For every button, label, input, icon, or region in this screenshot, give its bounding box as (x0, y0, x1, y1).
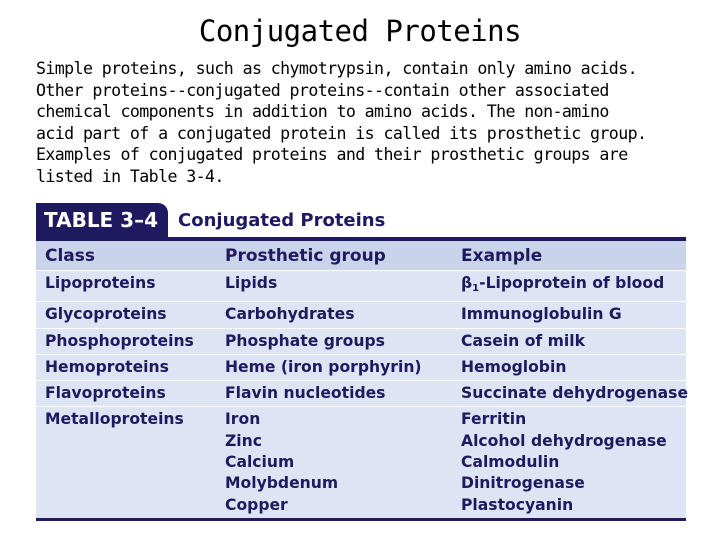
cell-class: Metalloproteins (45, 410, 184, 429)
cell-class: Lipoproteins (45, 274, 156, 292)
prosthetic-group-item: Heme (iron porphyrin) (225, 357, 422, 376)
table-row (36, 328, 686, 354)
prosthetic-group-item: Calcium (225, 453, 295, 472)
example-item: Casein of milk (461, 331, 585, 350)
paragraph-line: listed in Table 3-4. (36, 166, 224, 186)
cell-class: Hemoproteins (45, 357, 169, 376)
example-item: Immunoglobulin G (461, 305, 622, 324)
prosthetic-group-item: Zinc (225, 431, 262, 450)
table-body (36, 270, 689, 518)
cell-example (461, 407, 686, 517)
example-item: Ferritin (461, 410, 527, 429)
table-header-row (36, 241, 686, 270)
beta-symbol: β (461, 274, 473, 292)
cell-class: Flavoproteins (45, 384, 166, 403)
example-item: Dinitrogenase (461, 474, 585, 493)
cell-prosthetic-group (225, 381, 461, 406)
prosthetic-group-item: Lipids (225, 274, 278, 292)
cell-example (461, 381, 689, 406)
paragraph-line: chemical components in addition to amino acids. The non-amino (36, 102, 609, 121)
prosthetic-group-item: Molybdenum (225, 474, 339, 493)
prosthetic-group-item: Flavin nucleotides (225, 384, 386, 403)
example-text: -Lipoprotein of blood (479, 274, 665, 292)
paragraph-line: acid part of a conjugated protein is called its prosthetic group. (36, 123, 647, 143)
prosthetic-group-item: Copper (225, 495, 288, 514)
header-example: Example (461, 245, 543, 266)
cell-prosthetic-group (225, 355, 461, 380)
cell-prosthetic-group (225, 329, 461, 354)
cell-example (461, 271, 686, 301)
example-item: Succinate dehydrogenase (461, 384, 689, 403)
paragraph-line: Simple proteins, such as chymotrypsin, contain only amino acids. (36, 59, 637, 78)
header-class: Class (45, 245, 96, 266)
example-item: Alcohol dehydrogenase (461, 431, 667, 450)
cell-prosthetic-group (225, 271, 461, 296)
paragraph-line: Other proteins--conjugated proteins--contain other associated (36, 80, 609, 100)
prosthetic-group-item: Iron (225, 410, 261, 429)
cell-example (461, 302, 686, 327)
prosthetic-group-item: Phosphate groups (225, 331, 385, 350)
table-bottom-rule (36, 518, 686, 521)
cell-example (461, 329, 686, 354)
paragraph-line: Examples of conjugated proteins and their prosthetic groups are (36, 145, 628, 164)
cell-example (461, 355, 686, 380)
cell-class: Phosphoproteins (45, 331, 194, 350)
table-row (36, 354, 686, 380)
table-row (36, 380, 689, 406)
conjugated-proteins-table (36, 203, 689, 521)
header-prosthetic-group: Prosthetic group (225, 245, 386, 266)
example-item: Plastocyanin (461, 495, 574, 514)
table-row (36, 301, 686, 327)
cell-prosthetic-group (225, 407, 461, 517)
example-item (461, 273, 686, 299)
table-caption (36, 203, 686, 237)
table-name: Conjugated Proteins (178, 209, 386, 231)
example-item: Calmodulin (461, 453, 560, 472)
example-item: Hemoglobin (461, 357, 567, 376)
table-row (36, 270, 686, 301)
cell-prosthetic-group (225, 302, 461, 327)
table-number-tab: TABLE 3–4 (36, 203, 168, 237)
table-row (36, 406, 686, 517)
intro-paragraph (36, 58, 696, 187)
cell-class: Glycoproteins (45, 305, 167, 324)
slide-title: Conjugated Proteins (198, 14, 522, 48)
prosthetic-group-item: Carbohydrates (225, 305, 355, 324)
subscript: 1 (472, 283, 480, 294)
